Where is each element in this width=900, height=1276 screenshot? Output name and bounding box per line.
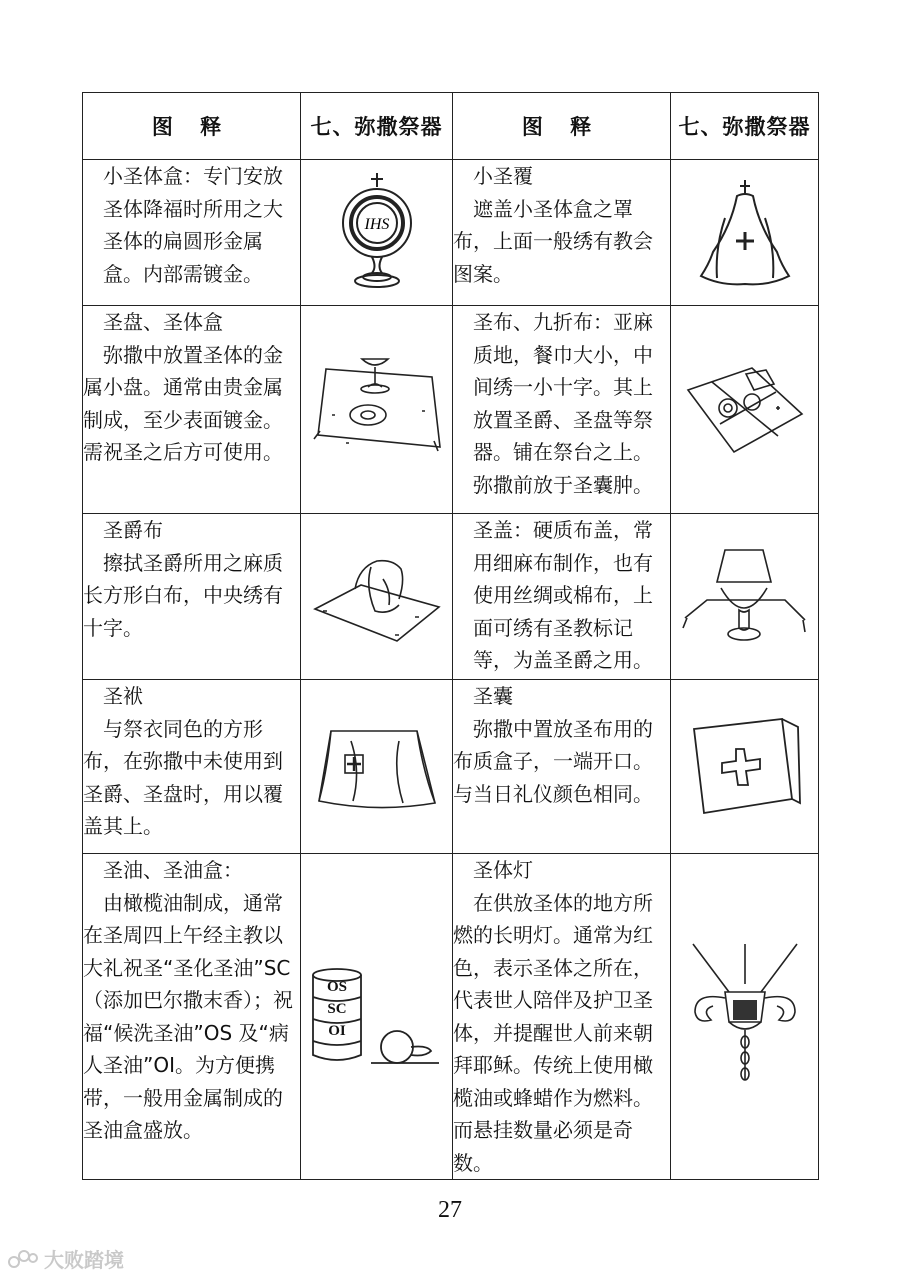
veil-icon (695, 178, 795, 288)
item-body: 擦拭圣爵所用之麻质长方形白布，中央绣有十字。 (83, 550, 283, 640)
item-body: 弥撒中放置圣体的金属小盘。通常由贵金属制成，至少表面镀金。需祝圣之后方可使用。 (83, 342, 283, 464)
item-title: 小圣覆 (473, 164, 533, 188)
description-cell (83, 680, 301, 854)
pall-icon (681, 542, 809, 652)
image-cell (671, 514, 819, 680)
image-cell (301, 854, 453, 1180)
table-header-row (83, 93, 819, 160)
item-body: 弥撒中置放圣布用的布质盒子，一端开口。与当日礼仪颜色相同。 (453, 716, 653, 806)
header-category-left: 七、弥撒祭器 (301, 93, 453, 160)
description-cell (453, 160, 671, 306)
paten-icon (312, 355, 442, 465)
image-cell (301, 306, 453, 514)
oil-label-oi: OI (327, 1022, 346, 1039)
item-title: 圣盖：硬质布盖，常用细麻布制作，也有使用丝绸或棉布，上面可绣有圣教标记等，为盖圣爵之用。 (473, 518, 653, 672)
table-row (83, 680, 819, 854)
image-cell (671, 306, 819, 514)
purificator-icon (311, 549, 443, 645)
item-title: 圣布、九折布：亚麻质地，餐巾大小，中间绣一小十字。其上放置圣爵、圣盘等祭器。铺在祭台之上。弥撒前放于圣囊肿。 (473, 310, 653, 497)
description-cell (453, 514, 671, 680)
item-body: 在供放圣体的地方所燃的长明灯。通常为红色，表示圣体之所在，代表世人陪伴及护卫圣体，并提醒世人前来朝拜耶稣。传统上使用橄榄油或蜂蜡作为燃料。而悬挂数量必须是奇数。 (453, 890, 653, 1175)
item-title: 圣体灯 (473, 858, 533, 882)
description-cell (453, 680, 671, 854)
item-title: 圣盘、圣体盒 (103, 310, 223, 334)
image-cell (671, 160, 819, 306)
item-body: 遮盖小圣体盒之罩布，上面一般绣有教会图案。 (453, 196, 653, 286)
oil-stocks-icon (311, 967, 443, 1067)
watermark-logo-icon (6, 1248, 40, 1270)
lunette-label: IHS (364, 215, 389, 233)
liturgical-vessels-table (82, 92, 819, 1180)
item-title: 圣爵布 (103, 518, 163, 542)
watermark (6, 1244, 124, 1273)
item-title: 小圣体盒：专门安放圣体降福时所用之大圣体的扁圆形金属盒。内部需镀金。 (103, 164, 283, 286)
oil-label-sc: SC (326, 1000, 347, 1017)
item-body: 与祭衣同色的方形布，在弥撒中未使用到圣爵、圣盘时，用以覆盖其上。 (83, 716, 283, 838)
image-cell (301, 680, 453, 854)
description-cell (83, 854, 301, 1180)
description-cell (83, 514, 301, 680)
image-cell (671, 680, 819, 854)
watermark-text: 大败踏境 (44, 1248, 124, 1272)
item-body: 由橄榄油制成，通常在圣周四上午经主教以大礼祝圣“圣化圣油”SC（添加巴尔撒末香）；祝福“候洗圣油”OS 及“病人圣油”OI。为方便携带，一般用金属制成的圣油盒盛放。 (83, 890, 293, 1142)
chalice-veil-icon (311, 721, 443, 813)
burse-icon (688, 715, 802, 819)
lunette-icon (332, 171, 422, 295)
description-cell (83, 306, 301, 514)
header-illustration-right: 图 释 (453, 93, 671, 160)
header-illustration-left: 图 释 (83, 93, 301, 160)
corporal-icon (682, 360, 807, 460)
sanctuary-lamp-icon (689, 942, 801, 1092)
description-cell (453, 306, 671, 514)
item-title: 圣囊 (473, 684, 513, 708)
table-row (83, 854, 819, 1180)
table-row (83, 306, 819, 514)
oil-label-os: OS (326, 978, 347, 995)
page-number: 27 (438, 1197, 462, 1223)
image-cell (301, 514, 453, 680)
item-title: 圣袱 (103, 684, 143, 708)
table-row (83, 514, 819, 680)
image-cell (301, 160, 453, 306)
image-cell (671, 854, 819, 1180)
description-cell (453, 854, 671, 1180)
description-cell (83, 160, 301, 306)
table-row (83, 160, 819, 306)
item-title: 圣油、圣油盒： (103, 858, 243, 882)
header-category-right: 七、弥撒祭器 (671, 93, 819, 160)
